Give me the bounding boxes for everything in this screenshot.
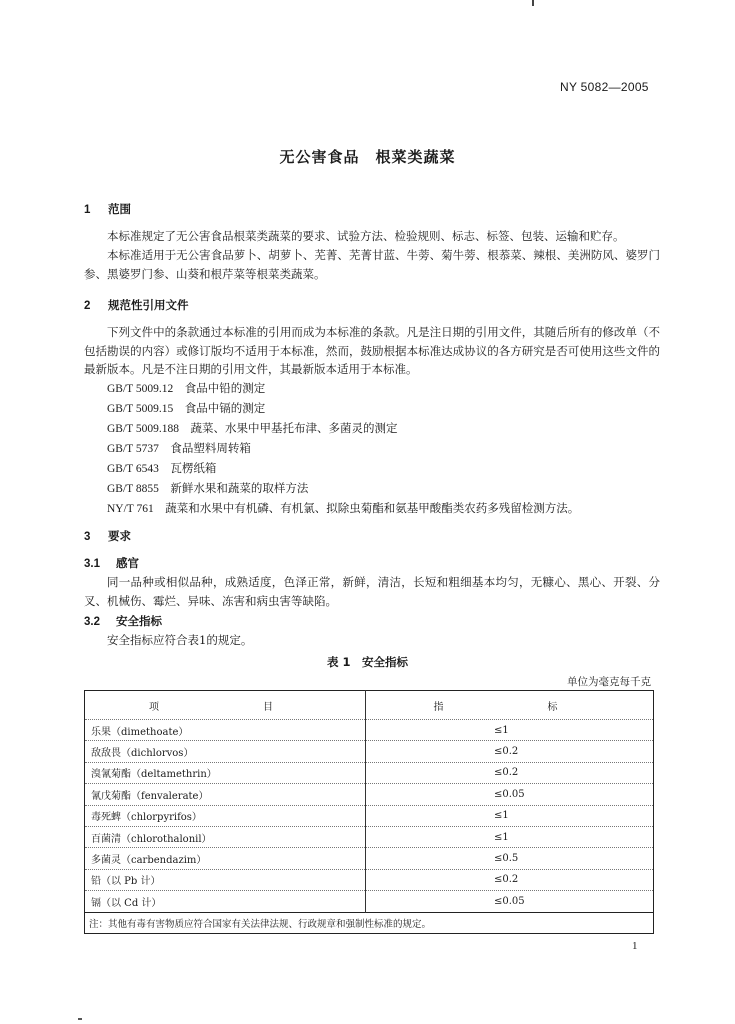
reference-title: 食品中铅的测定 <box>184 381 266 395</box>
table-row <box>85 805 654 826</box>
scan-speck <box>78 1018 82 1020</box>
value-cell: ≤0.2 <box>366 741 654 762</box>
reference-code: GB/T 5009.15 <box>107 403 174 415</box>
table-row <box>85 869 654 890</box>
paragraph: 本标准规定了无公害食品根菜类蔬菜的要求、试验方法、检验规则、标志、标签、包装、运输和贮存。 <box>107 229 625 243</box>
section-title: 感官 <box>116 556 139 570</box>
reference-item <box>107 440 251 456</box>
reference-item <box>107 400 265 416</box>
value-cell: ≤0.2 <box>366 869 654 890</box>
section-number: 1 <box>84 204 91 216</box>
item-cell: 多菌灵（carbendazim） <box>85 848 366 869</box>
item-cell: 铅（以 Pb 计） <box>85 869 366 890</box>
value-cell: ≤1 <box>366 826 654 847</box>
section-2-heading <box>84 297 189 313</box>
value-cell: ≤0.05 <box>366 891 654 912</box>
section-title: 要求 <box>108 529 131 543</box>
section-number: 3 <box>84 531 91 543</box>
reference-item <box>107 460 216 476</box>
value-cell: ≤1 <box>366 720 654 741</box>
section-title: 范围 <box>108 202 131 216</box>
column-header-item: 项 目 <box>85 691 366 720</box>
paragraph: 本标准适用于无公害食品萝卜、胡萝卜、芜菁、芜菁甘蓝、牛蒡、菊牛蒡、根菾菜、辣根、美洲防风、婆罗门参、黑婆罗门参、山葵和根芹菜等根菜类蔬菜。 <box>84 248 660 281</box>
table-unit: 单位为毫克每千克 <box>567 676 651 688</box>
reference-code: GB/T 5737 <box>107 443 159 455</box>
section-title: 规范性引用文件 <box>108 298 189 312</box>
document-title: 无公害食品 根菜类蔬菜 <box>279 148 456 166</box>
reference-item <box>107 500 579 516</box>
value-cell: ≤1 <box>366 805 654 826</box>
reference-title: 瓦楞纸箱 <box>170 461 217 475</box>
scan-speck <box>532 0 534 6</box>
subsection-3-1-heading <box>84 555 139 571</box>
table-caption: 表 1 安全指标 <box>326 655 408 669</box>
value-cell: ≤0.2 <box>366 762 654 783</box>
safety-indicators-table <box>84 690 654 934</box>
reference-title: 蔬菜、水果中甲基托布津、多菌灵的测定 <box>190 421 398 435</box>
table-row <box>85 848 654 869</box>
reference-title: 蔬菜和水果中有机磷、有机氯、拟除虫菊酯和氨基甲酸酯类农药多残留检测方法。 <box>165 501 580 515</box>
reference-code: NY/T 761 <box>107 503 154 515</box>
reference-title: 新鲜水果和蔬菜的取样方法 <box>170 481 309 495</box>
section-number: 2 <box>84 300 91 312</box>
item-cell: 氰戊菊酯（fenvalerate） <box>85 784 366 805</box>
paragraph: 下列文件中的条款通过本标准的引用而成为本标准的条款。凡是注日期的引用文件，其随后所有的修改单（不包括勘误的内容）或修订版均不适用于本标准，然而，鼓励根据本标准达成协议的各方研究是否可使用这些文件的最新版本。凡是不注日期的引用文件，其最新版本适用于本标准。 <box>84 325 660 377</box>
section-number: 3.2 <box>84 616 100 628</box>
standard-number: NY 5082—2005 <box>560 80 649 94</box>
paragraph: 安全指标应符合表1的规定。 <box>107 633 253 647</box>
reference-item <box>107 480 308 496</box>
subsection-3-2-heading <box>84 613 162 629</box>
reference-item <box>107 420 398 436</box>
section-title: 安全指标 <box>116 614 162 628</box>
item-cell: 溴氰菊酯（deltamethrin） <box>85 762 366 783</box>
item-cell: 毒死蜱（chlorpyrifos） <box>85 805 366 826</box>
column-header-value: 指 标 <box>366 691 654 720</box>
table-row <box>85 891 654 912</box>
reference-code: GB/T 5009.188 <box>107 423 179 435</box>
reference-item <box>107 380 265 396</box>
section-number: 3.1 <box>84 558 100 570</box>
reference-title: 食品塑料周转箱 <box>170 441 251 455</box>
table-row <box>85 720 654 741</box>
page-number: 1 <box>632 940 638 952</box>
reference-title: 食品中镉的测定 <box>184 401 266 415</box>
reference-code: GB/T 6543 <box>107 463 159 475</box>
reference-code: GB/T 8855 <box>107 483 159 495</box>
value-cell: ≤0.05 <box>366 784 654 805</box>
item-cell: 镉（以 Cd 计） <box>85 891 366 912</box>
table-row <box>85 762 654 783</box>
value-cell: ≤0.5 <box>366 848 654 869</box>
table-row <box>85 741 654 762</box>
item-cell: 敌敌畏（dichlorvos） <box>85 741 366 762</box>
section-1-heading <box>84 201 131 217</box>
table-header-row <box>85 691 654 720</box>
table-row <box>85 826 654 847</box>
paragraph: 同一品种或相似品种，成熟适度，色泽正常，新鲜，清洁，长短和粗细基本均匀，无糠心、黑心、开裂、分叉、机械伤、霉烂、异味、冻害和病虫害等缺陷。 <box>84 575 660 608</box>
table-row <box>85 784 654 805</box>
section-3-heading <box>84 528 131 544</box>
reference-code: GB/T 5009.12 <box>107 383 174 395</box>
item-cell: 百菌清（chlorothalonil） <box>85 826 366 847</box>
item-cell: 乐果（dimethoate） <box>85 720 366 741</box>
table-note: 注：其他有毒有害物质应符合国家有关法律法规、行政规章和强制性标准的规定。 <box>85 912 654 933</box>
table-note-row <box>85 912 654 933</box>
